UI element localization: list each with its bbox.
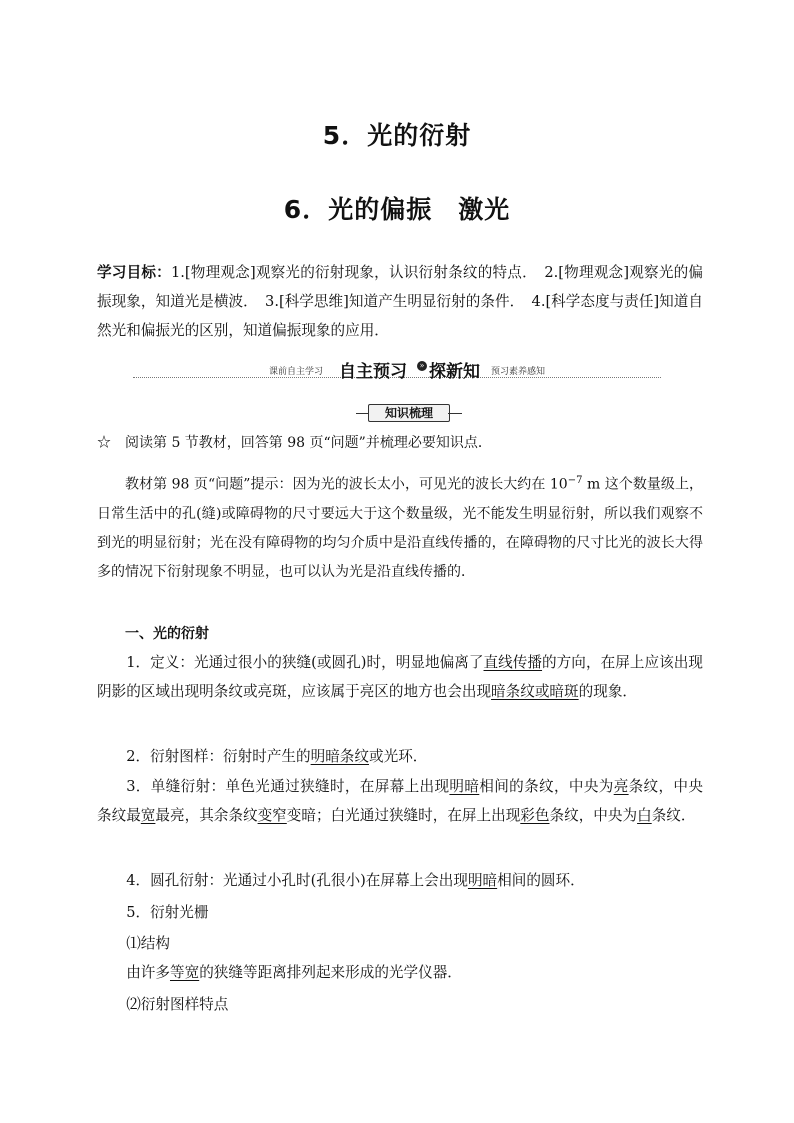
def-text-a: 1．定义：光通过很小的狭缝(或圆孔)时，明显地偏离了: [126, 654, 484, 671]
single-slit-paragraph: [97, 772, 703, 830]
ch-answer-1: 明暗: [467, 872, 498, 889]
ss-text-d: 最亮，其余条纹: [155, 807, 258, 824]
fig-text-b: 或光环．: [369, 748, 428, 765]
ss-text-c: 条纹，中央条纹最: [97, 778, 703, 824]
tag-right-line: [448, 413, 462, 414]
ss-text-b: 相间的条纹，中央为: [479, 778, 614, 795]
ss-answer-6: 白: [637, 807, 652, 824]
ch-text-b: 相间的圆环．: [497, 872, 585, 889]
objectives-text: 1.[物理观念]观察光的衍射现象，认识衍射条纹的特点． 2.[物理观念]观察光的偏振现象，知道光是横波． 3.[科学思维]知道产生明显衍射的条件． 4.[科学态度与责任]知道自然光和偏振光的区别，知道偏振现象的应用．: [97, 264, 703, 339]
fig-text-a: 2．衍射图样：衍射时产生的: [126, 748, 311, 765]
ss-answer-1: 明暗: [449, 778, 480, 795]
textbook-hint: [97, 466, 703, 587]
ch-text-a: 4．圆孔衍射：光通过小孔时(孔很小)在屏幕上会出现: [126, 872, 468, 889]
banner-title-preview: 自主预习: [339, 362, 407, 382]
banner-title-explore: 探新知: [429, 362, 480, 382]
ss-answer-4: 变窄: [257, 807, 287, 824]
circular-hole-paragraph: [97, 866, 703, 895]
section-heading-diffraction: 一、光的衍射: [125, 626, 209, 642]
def-answer-1: 直线传播: [483, 654, 543, 671]
pattern-features-heading: ⑵衍射图样特点: [126, 996, 229, 1013]
sd-answer-1: 等宽: [169, 964, 200, 981]
learning-objectives: [97, 258, 703, 345]
structure-heading: ⑴结构: [126, 935, 170, 952]
ss-answer-5: 彩色: [520, 807, 550, 824]
def-text-c: 的现象．: [578, 683, 638, 700]
ss-answer-2: 亮: [613, 778, 629, 795]
ss-answer-3: 宽: [140, 807, 156, 824]
banner-right-caption: 预习素养感知: [491, 367, 546, 377]
lesson-title-diffraction: 5．光的衍射: [322, 121, 472, 150]
sd-text-b: 的狭缝等距离排列起来形成的光学仪器．: [199, 964, 462, 981]
knowledge-tag: [356, 404, 462, 422]
sd-text-a: 由许多: [126, 964, 170, 981]
hint-text-a: 教材第 98 页“问题”提示：因为光的波长太小，可见光的波长大约在 10: [125, 476, 568, 493]
ss-text-f: 条纹，中央为: [549, 807, 638, 824]
def-answer-2: 暗条纹或暗斑: [491, 683, 579, 700]
banner-left-caption: 课前自主学习: [269, 367, 324, 377]
hint-exponent: −7: [567, 475, 583, 486]
pattern-paragraph: [97, 742, 703, 771]
ss-text-a: 3．单缝衍射：单色光通过狭缝时，在屏幕上出现: [126, 778, 450, 795]
lesson-title-polarization: 6．光的偏振 激光: [283, 195, 511, 224]
section-banner: [133, 356, 661, 382]
reading-instruction: ☆ 阅读第 5 节教材，回答第 98 页“问题”并梳理必要知识点．: [97, 435, 492, 451]
tag-label: 知识梳理: [368, 404, 450, 422]
objectives-label: 学习目标：: [97, 264, 171, 281]
ss-text-e: 变暗；白光通过狭缝时，在屏上出现: [286, 807, 521, 824]
hint-text-b: m 这个数量级上，日常生活中的孔(缝)或障碍物的尺寸要远大于这个数量级，光不能发生明显衍射，所以我们观察不到光的明显衍射；光在没有障碍物的均匀介质中是沿直线传播的，在障碍物的尺寸比光的波长大得多的情况下衍射现象不明显，也可以认为光是沿直线传播的．: [97, 476, 703, 580]
fig-answer-1: 明暗条纹: [310, 748, 369, 765]
grating-heading: 5．衍射光栅: [126, 904, 209, 921]
ss-text-g: 条纹．: [651, 807, 696, 824]
def-text-b: 的方向，在屏上应该出现阴影的区域出现明条纹或亮斑，应该属于亮区的地方也会出现: [97, 654, 703, 700]
structure-description: [97, 958, 703, 987]
definition-paragraph: [97, 648, 703, 706]
banner-arrow-icon: »: [417, 361, 427, 371]
